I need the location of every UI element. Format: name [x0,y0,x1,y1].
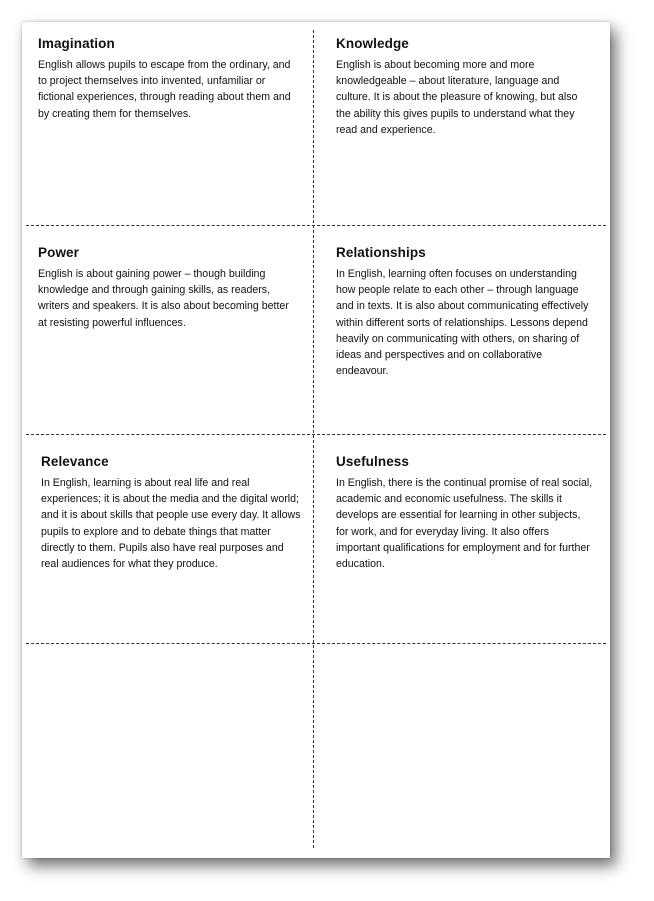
horizontal-cut-line-3 [26,643,606,644]
card-empty-right [336,663,594,843]
card-title: Relevance [41,454,109,469]
card-text: English is about gaining power – though building knowledge and through gaining skills, as readers, writers and speakers. It is also about becoming better at resisting powerful influences. [38,268,289,329]
card-imagination [38,36,300,122]
card-text: In English, learning is about real life and real experiences; it is about the media and the digital world; and it is about skills that people use every day. It allows pupils to explore and to debate things that matter directly to them. Pupils also have real purposes and real audiences for what they produce. [41,477,301,571]
horizontal-cut-line-1 [26,225,606,226]
card-title: Usefulness [336,454,410,469]
horizontal-cut-line-2 [26,434,606,435]
document-page [22,22,610,858]
card-relevance [41,454,303,572]
card-title: Relationships [336,245,426,260]
vertical-cut-line [313,30,314,848]
card-power [38,245,300,331]
card-title: Imagination [38,36,115,51]
card-text: English allows pupils to escape from the ordinary, and to project themselves into invented, unfamiliar or fictional experiences, through reading about them and by creating them for themselves. [38,59,291,120]
card-title: Knowledge [336,36,409,51]
card-usefulness [336,454,594,572]
card-title: Power [38,245,80,260]
card-relationships [336,245,594,379]
card-text: In English, learning often focuses on understanding how people relate to each other – through language and in texts. It is also about communicating effectively within different sorts of relationships. Lessons depend heavily on communicating with others, on sharing of ideas and perspectives and on collaborative endeavour. [336,268,589,378]
card-knowledge [336,36,594,138]
card-text: In English, there is the continual promise of real social, academic and economic usefulness. The skills it develops are essential for learning in other subjects, for work, and for everyday living. It also offers important qualifications for employment and for further education. [336,477,593,571]
card-text: English is about becoming more and more knowledgeable – about literature, language and culture. It is about the pleasure of knowing, but also the ability this gives pupils to understand what they read and experience. [336,59,578,136]
card-empty-left [38,663,300,843]
